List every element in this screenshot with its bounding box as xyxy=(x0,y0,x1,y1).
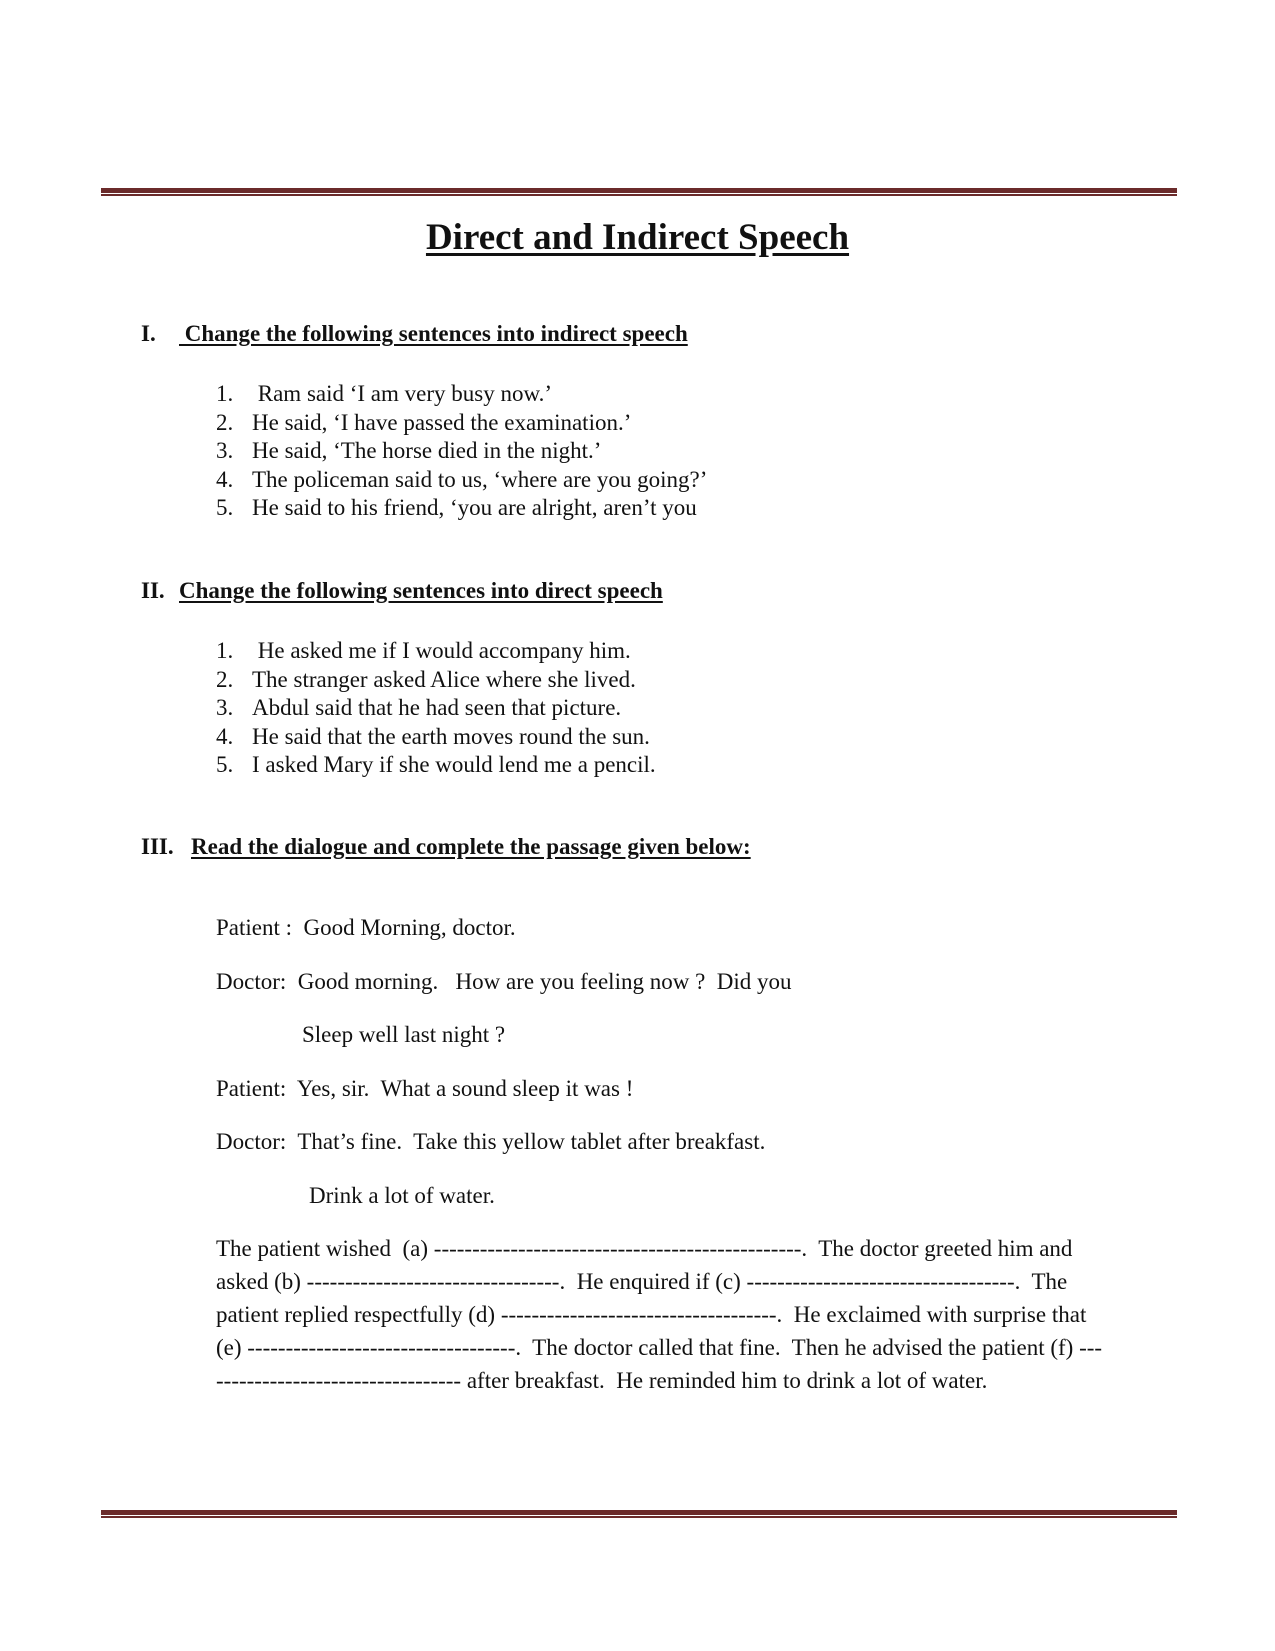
list-item xyxy=(216,380,707,409)
passage-line: -------------------------------- after breakfast. He reminded him to drink a lot of water. xyxy=(216,1368,988,1393)
section-1-list xyxy=(216,380,707,523)
item-number: 5. xyxy=(216,752,234,778)
item-text: He said, ‘I have passed the examination.’ xyxy=(252,409,632,435)
item-number: 5. xyxy=(216,495,234,521)
passage-line: patient replied respectfully (d) ------------------------------------. He exclaimed with surprise that xyxy=(216,1302,1087,1327)
dialogue-line-patient-greeting: Patient : Good Morning, doctor. xyxy=(216,915,516,940)
item-number: 3. xyxy=(216,438,234,464)
item-text: Ram said ‘I am very busy now.’ xyxy=(252,381,552,406)
dialogue-line-doctor-advice-cont: Drink a lot of water. xyxy=(309,1183,495,1208)
dialogue-line-patient-reply: Patient: Yes, sir. What a sound sleep it was ! xyxy=(216,1076,634,1101)
bottom-divider-thin-line xyxy=(101,1516,1177,1518)
bottom-divider xyxy=(101,1510,1177,1518)
section-3-heading xyxy=(141,833,751,861)
section-1-heading-text: Change the following sentences into indirect speech xyxy=(179,321,688,346)
list-item xyxy=(216,637,656,666)
section-2-list xyxy=(216,637,656,780)
dialogue-line-doctor-question-cont: Sleep well last night ? xyxy=(302,1022,506,1047)
section-2-heading xyxy=(141,577,663,605)
item-number: 2. xyxy=(216,666,234,692)
section-3-heading-text: Read the dialogue and complete the passage given below: xyxy=(191,834,751,859)
item-text: The stranger asked Alice where she lived. xyxy=(252,666,636,692)
completion-passage xyxy=(216,1232,1176,1397)
list-item xyxy=(216,409,707,438)
section-1-heading xyxy=(141,320,688,348)
passage-line: The patient wished (a) ------------------------------------------------. The doctor greeted him and xyxy=(216,1236,1073,1261)
list-item xyxy=(216,723,656,752)
item-number: 4. xyxy=(216,466,234,492)
item-text: Abdul said that he had seen that picture. xyxy=(252,695,622,721)
item-text: He said to his friend, ‘you are alright, aren’t you xyxy=(252,495,697,521)
item-text: The policeman said to us, ‘where are you going?’ xyxy=(252,466,708,492)
passage-line: (e) -----------------------------------. The doctor called that fine. Then he advised the patient (f) --- xyxy=(216,1335,1103,1360)
item-text: He said that the earth moves round the sun. xyxy=(252,723,650,749)
item-text: I asked Mary if she would lend me a pencil. xyxy=(252,752,656,778)
item-number: 3. xyxy=(216,695,234,721)
list-item xyxy=(216,466,707,495)
top-divider-thin-line xyxy=(101,194,1177,196)
item-number: 4. xyxy=(216,723,234,749)
item-text: He asked me if I would accompany him. xyxy=(252,638,631,663)
bottom-divider-thick-line xyxy=(101,1510,1177,1515)
item-number: 2. xyxy=(216,409,234,435)
item-number: 1. xyxy=(216,381,234,406)
passage-line: asked (b) ---------------------------------. He enquired if (c) -----------------------------------. The xyxy=(216,1269,1068,1294)
top-divider-thick-line xyxy=(101,188,1177,193)
item-text: He said, ‘The horse died in the night.’ xyxy=(252,438,602,464)
item-number: 1. xyxy=(216,638,234,663)
list-item xyxy=(216,494,707,523)
top-divider xyxy=(101,188,1177,196)
dialogue-line-doctor-question: Doctor: Good morning. How are you feeling now ? Did you xyxy=(216,969,792,994)
list-item xyxy=(216,437,707,466)
dialogue-line-doctor-advice: Doctor: That’s fine. Take this yellow tablet after breakfast. xyxy=(216,1129,766,1154)
list-item xyxy=(216,666,656,695)
page-title: Direct and Indirect Speech xyxy=(425,217,850,258)
list-item xyxy=(216,751,656,780)
list-item xyxy=(216,694,656,723)
section-1-number: I. xyxy=(141,321,156,346)
section-2-number: II. xyxy=(141,578,165,603)
section-2-heading-text: Change the following sentences into direct speech xyxy=(179,578,663,603)
section-3-number: III. xyxy=(141,834,174,859)
